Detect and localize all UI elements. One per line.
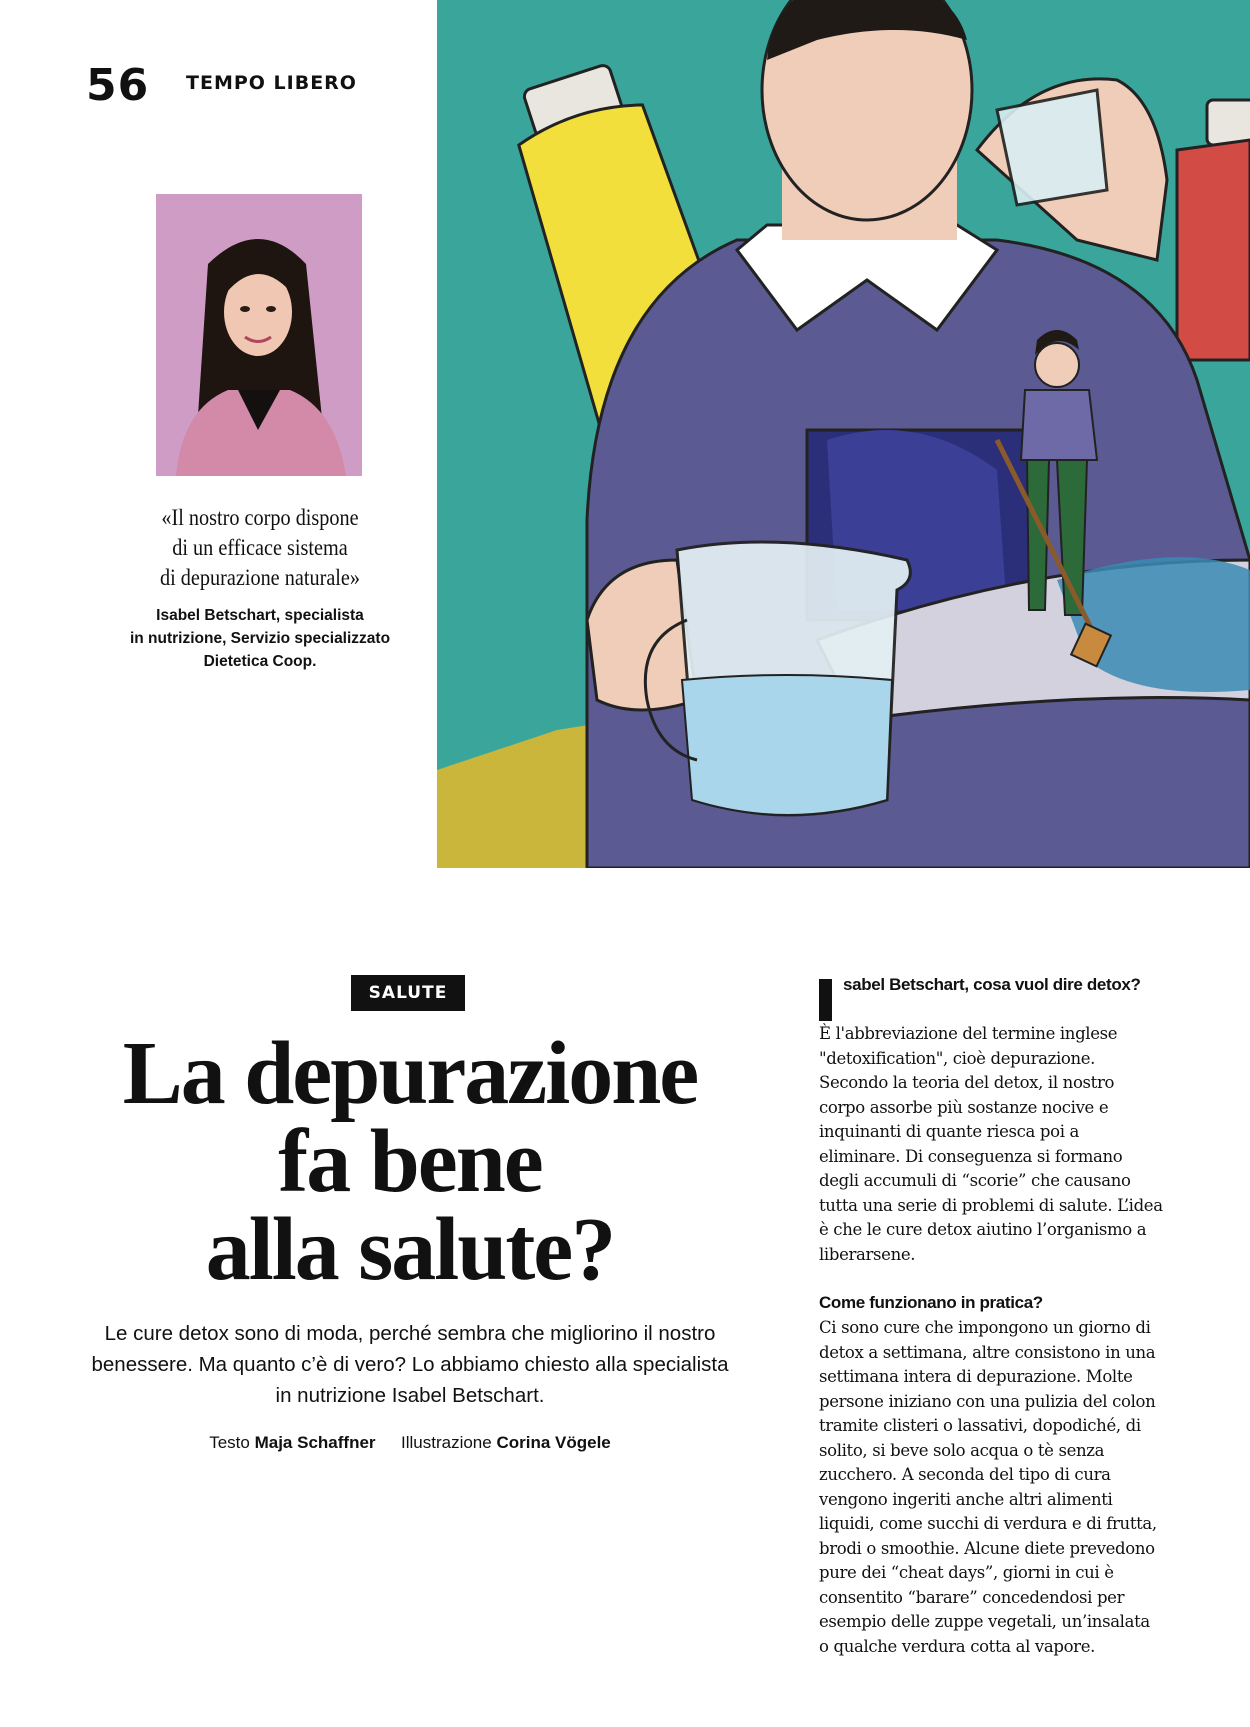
section-title: TEMPO LIBERO (186, 72, 357, 94)
headline-line: La depurazione (122, 1024, 698, 1123)
question-1 (819, 973, 1164, 1021)
dropcap-bar (819, 979, 832, 1021)
question-1-text: sabel Betschart, cosa vuol dire detox? (843, 975, 1141, 994)
headline (80, 1024, 740, 1299)
byline-text-label: Testo (209, 1433, 250, 1452)
category-tag: SALUTE (351, 975, 465, 1011)
lead-paragraph: Le cure detox sono di moda, perché sembra che migliorino il nostro benessere. Ma quanto c’è di vero? Lo abbiamo chiesto alla specialista in nutrizione Isabel Betschart. (91, 1322, 729, 1407)
byline (120, 1431, 700, 1455)
quote-line: di depurazione naturale» (159, 565, 361, 590)
byline-illustration-label: Illustrazione (401, 1433, 492, 1452)
page-number: 56 (86, 60, 150, 111)
question-2: Come funzionano in pratica? (819, 1293, 1043, 1312)
quote-line: «Il nostro corpo dispone (161, 505, 359, 530)
credit-line: Dietetica Coop. (203, 653, 317, 670)
credit-line: in nutrizione, Servizio specializzato (129, 630, 391, 647)
answer-1: È l'abbreviazione del termine inglese "detoxification", cioè depurazione. Secondo la teoria del detox, il nostro corpo assorbe più sostanze nocive e inquinanti di quante riesca poi a eliminare. Di conseguenza si formano degli accumuli di “scorie” che causano tutta una serie di problemi di salute. L’idea è che le cure detox aiutino l’organismo a liberarsene. (819, 1024, 1163, 1264)
credit-line: Isabel Betschart, specialista (156, 607, 364, 624)
pull-quote (110, 503, 409, 593)
headline-line: alla salute? (205, 1200, 615, 1299)
quote-credit (100, 604, 420, 673)
byline-illustration-author: Corina Vögele (496, 1433, 611, 1452)
quote-line: di un efficace sistema (172, 535, 348, 560)
answer-2: Ci sono cure che impongono un giorno di detox a settimana, altre consistono in una settimana intera di depurazione. Molte persone iniziano con una pulizia del colon tramite clisteri o lassativi, dopodiché, di solito, si beve solo acqua o tè senza zucchero. A seconda del tipo di cura vengono ingeriti anche altri alimenti liquidi, come succhi di verdura e di frutta, brodi o smoothie. Alcune diete prevedono pure dei “cheat days”, giorni in cui è consentito “barare” concedendosi per esempio delle zuppe vegetali, un’insalata o qualche verdura cotta al vapore. (819, 1318, 1157, 1656)
detox-illustration (437, 0, 1250, 868)
byline-text-author: Maja Schaffner (254, 1433, 376, 1452)
article-column (819, 973, 1164, 1659)
portrait-photo (156, 194, 362, 476)
headline-line: fa bene (278, 1112, 542, 1211)
